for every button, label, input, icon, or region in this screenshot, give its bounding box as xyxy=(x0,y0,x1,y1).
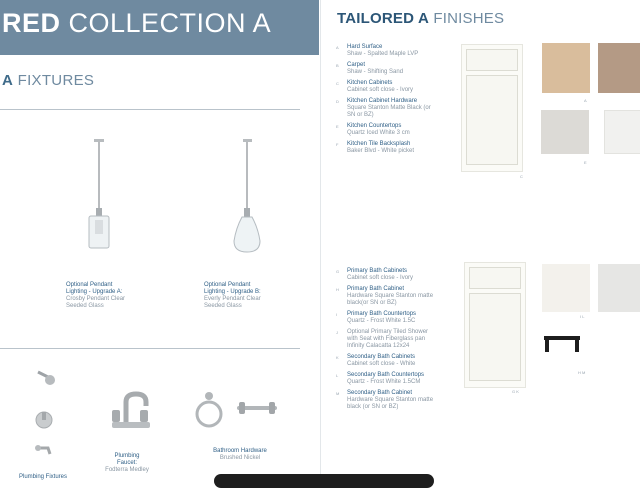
spec-title: Secondary Bath Cabinets xyxy=(347,354,416,360)
swatch-letter-il: I L xyxy=(580,314,585,319)
spec-letter: M xyxy=(336,391,340,396)
spec-description: Cabinet soft close - White xyxy=(347,361,416,367)
fixtures-heading: A FIXTURES xyxy=(2,72,95,89)
bath-spec-item xyxy=(336,390,435,411)
spec-description: Quartz - Frost White 1.5CM xyxy=(347,379,421,385)
pendant-b-caption: Optional Pendant Lighting - Upgrade B: Everly Pendant Clear Seeded Glass xyxy=(204,282,261,309)
kitchen-spec-item xyxy=(336,141,435,155)
bath-spec-list xyxy=(336,268,435,415)
spec-title: Hard Surface xyxy=(347,44,383,50)
bathroom-hardware-image xyxy=(193,388,283,432)
kitchen-spec-item xyxy=(336,80,435,94)
spec-description: Cabinet soft close - Ivory xyxy=(347,275,414,281)
bath-spec-item xyxy=(336,311,435,325)
kitchen-spec-list xyxy=(336,44,435,159)
pendant-a-caption: Optional Pendant Lighting - Upgrade A: Crosby Pendant Clear Seeded Glass xyxy=(66,282,126,309)
spec-letter: C xyxy=(336,81,339,86)
spec-description: Optional Primary Tiled Shower with Seat with Fiberglass pan Infinity Calacatta 12x24 xyxy=(347,329,429,349)
swatch-letter-a: A xyxy=(584,98,587,103)
shower-fixtures-image xyxy=(30,368,64,460)
kitchen-spec-item xyxy=(336,98,435,119)
pendant-light-b-image xyxy=(229,136,265,254)
spec-letter: L xyxy=(336,373,339,378)
countertop-swatch xyxy=(541,110,589,154)
spec-description: Shaw - Shifting Sand xyxy=(347,69,404,75)
carpet-swatch xyxy=(598,43,640,93)
cabinet-pull-image xyxy=(542,332,582,356)
swatch-letter-e: E xyxy=(584,160,587,165)
spec-description: Shaw - Spalted Maple LVP xyxy=(347,51,419,57)
divider xyxy=(0,348,300,349)
kitchen-spec-item xyxy=(336,62,435,76)
page-divider xyxy=(320,0,321,480)
bath-cabinet-image xyxy=(464,262,526,388)
kitchen-cabinet-image xyxy=(461,44,523,172)
faucet-image xyxy=(104,388,156,434)
spec-description: Baker Blvd - White picket xyxy=(347,148,415,154)
bath-spec-item xyxy=(336,354,435,368)
pendant-light-a-image xyxy=(82,136,116,254)
spec-description: Cabinet soft close - Ivory xyxy=(347,87,414,93)
spec-letter: B xyxy=(336,63,339,68)
kitchen-spec-item xyxy=(336,44,435,58)
spec-description: Quartz - Frost White 1.5C xyxy=(347,318,416,324)
spec-title: Kitchen Cabinet Hardware xyxy=(347,98,418,104)
spec-title: Secondary Bath Countertops xyxy=(347,372,425,378)
swatch-letter-hm: H M xyxy=(578,370,586,375)
backsplash-swatch xyxy=(604,110,640,154)
spec-description: Square Stanton Matte Black (or SN or BZ) xyxy=(347,105,431,118)
spec-letter: K xyxy=(336,355,339,360)
spec-description: Hardware Square Stanton matte black (or SN or BZ) xyxy=(347,397,434,410)
kitchen-spec-item xyxy=(336,123,435,137)
bottom-overlay-bar xyxy=(214,474,434,488)
faucet-caption: Plumbing Faucet: Fodterra Medley xyxy=(105,453,149,473)
shower-tile-swatch xyxy=(598,264,640,312)
spec-title: Primary Bath Countertops xyxy=(347,311,417,317)
finishes-title: TAILORED A FINISHES xyxy=(337,10,505,27)
plumbing-fixtures-caption: Plumbing Fixtures xyxy=(19,474,68,480)
spec-title: Primary Bath Cabinets xyxy=(347,268,408,274)
spec-description: Quartz Iced White 3 cm xyxy=(347,130,410,136)
spec-title: Kitchen Countertops xyxy=(347,123,402,129)
swatch-letter-c: C xyxy=(520,174,523,179)
bath-hardware-caption: Bathroom Hardware Brushed Nickel xyxy=(213,448,267,461)
spec-letter: D xyxy=(336,99,339,104)
bath-spec-item xyxy=(336,372,435,386)
spec-letter: J xyxy=(336,330,338,335)
hard-surface-swatch xyxy=(542,43,590,93)
left-page xyxy=(0,0,320,480)
spec-letter: G xyxy=(336,269,340,274)
spec-description: Hardware Square Stanton matte black(or SN or BZ) xyxy=(347,293,434,306)
spec-title: Kitchen Cabinets xyxy=(347,80,393,86)
spec-letter: A xyxy=(336,45,339,50)
spec-title: Primary Bath Cabinet xyxy=(347,286,405,292)
spec-letter: F xyxy=(336,142,339,147)
spec-letter: H xyxy=(336,287,339,292)
bath-spec-item xyxy=(336,268,435,282)
bath-spec-item xyxy=(336,286,435,307)
spec-title: Secondary Bath Cabinet xyxy=(347,390,413,396)
bath-spec-item xyxy=(336,329,435,350)
spec-letter: I xyxy=(336,312,338,317)
divider xyxy=(0,109,300,110)
collection-title: RED COLLECTION A xyxy=(2,8,272,38)
spec-letter: E xyxy=(336,124,339,129)
bath-countertop-swatch xyxy=(542,264,590,312)
swatch-letter-gk: G K xyxy=(512,389,519,394)
spec-title: Kitchen Tile Backsplash xyxy=(347,141,411,147)
spec-title: Carpet xyxy=(347,62,366,68)
